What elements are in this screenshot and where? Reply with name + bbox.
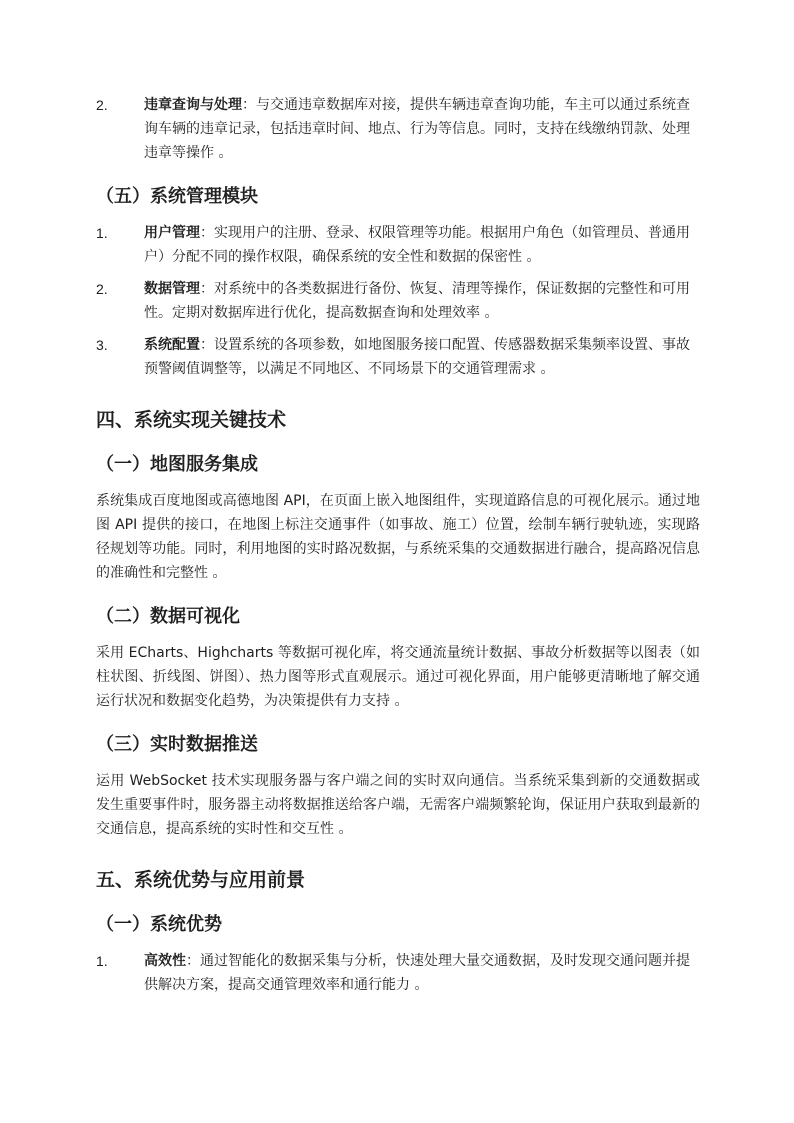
list-number: 1. <box>96 953 108 969</box>
list-number: 3. <box>96 337 108 353</box>
list-item-user-management <box>96 221 700 269</box>
list-text: ：设置系统的各项参数，如地图服务接口配置、传感器数据采集频率设置、事故预警阈值调整等，以满足不同地区、不同场景下的交通管理需求 。 <box>144 337 690 377</box>
section-heading-system-management: （五）系统管理模块 <box>96 186 258 207</box>
section-heading-map-service: （一）地图服务集成 <box>96 454 258 475</box>
list-term: 用户管理 <box>144 225 200 241</box>
list-item-data-management <box>96 277 700 325</box>
list-term: 数据管理 <box>144 281 200 297</box>
list-number: 2. <box>96 281 108 297</box>
list-item-violation-query <box>96 93 700 165</box>
list-number: 1. <box>96 225 108 241</box>
list-text: ：对系统中的各类数据进行备份、恢复、清理等操作，保证数据的完整性和可用性。定期对数据库进行优化，提高数据查询和处理效率 。 <box>144 281 690 321</box>
list-term: 高效性 <box>144 953 186 969</box>
section-heading-system-advantages: （一）系统优势 <box>96 914 222 935</box>
list-text: ：实现用户的注册、登录、权限管理等功能。根据用户角色（如管理员、普通用户）分配不同的操作权限，确保系统的安全性和数据的保密性 。 <box>144 225 690 265</box>
list-text: ：与交通违章数据库对接，提供车辆违章查询功能，车主可以通过系统查询车辆的违章记录，包括违章时间、地点、行为等信息。同时，支持在线缴纳罚款、处理违章等操作 。 <box>144 97 690 161</box>
list-term: 违章查询与处理 <box>144 97 242 113</box>
list-term: 系统配置 <box>144 337 200 353</box>
list-item-efficiency <box>96 949 700 997</box>
section-heading-realtime-push: （三）实时数据推送 <box>96 734 258 755</box>
paragraph-data-visualization: 采用 ECharts、Highcharts 等数据可视化库，将交通流量统计数据、事故分析数据等以图表（如柱状图、折线图、饼图）、热力图等形式直观展示。通过可视化界面，用户能够更清晰地了解交通运行状况和数据变化趋势，为决策提供有力支持 。 <box>96 645 700 709</box>
chapter-heading-key-technologies: 四、系统实现关键技术 <box>96 409 287 431</box>
paragraph-realtime-push: 运用 WebSocket 技术实现服务器与客户端之间的实时双向通信。当系统采集到新的交通数据或发生重要事件时，服务器主动将数据推送给客户端，无需客户端频繁轮询，保证用户获取到最新的交通信息，提高系统的实时性和交互性 。 <box>96 773 700 837</box>
document-page <box>96 93 700 1005</box>
list-text: ：通过智能化的数据采集与分析，快速处理大量交通数据，及时发现交通问题并提供解决方案，提高交通管理效率和通行能力 。 <box>144 953 690 993</box>
chapter-heading-advantages: 五、系统优势与应用前景 <box>96 869 306 891</box>
section-heading-data-visualization: （二）数据可视化 <box>96 606 240 627</box>
list-item-system-config <box>96 333 700 381</box>
list-number: 2. <box>96 97 108 113</box>
paragraph-map-service: 系统集成百度地图或高德地图 API，在页面上嵌入地图组件，实现道路信息的可视化展示。通过地图 API 提供的接口，在地图上标注交通事件（如事故、施工）位置，绘制车辆行驶轨迹，实现路径规划等功能。同时，利用地图的实时路况数据，与系统采集的交通数据进行融合，提高路况信息的准确性和完整性 。 <box>96 493 700 581</box>
